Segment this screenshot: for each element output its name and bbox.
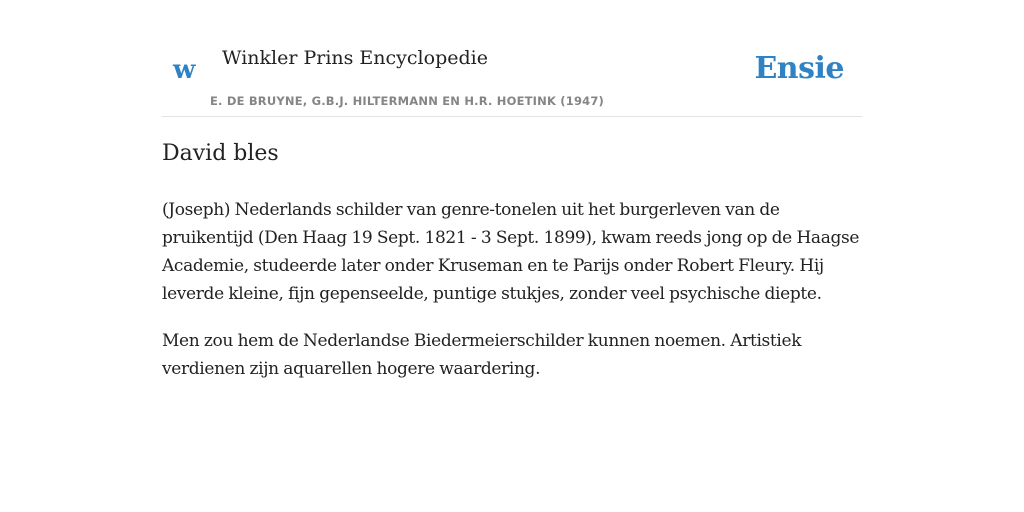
article-paragraph: (Joseph) Nederlands schilder van genre-tonelen uit het burgerleven van de pruikentijd (Den Haag 19 Sept. 1821 - 3 Sept. 1899), kwam reeds jong op de Haagse Academie, studeerde later onder Kruseman en te Parijs onder Robert Fleury. Hij leverde kleine, fijn gepenseelde, puntige stukjes, zonder veel psychische diepte. bbox=[162, 200, 860, 304]
source-title[interactable]: Winkler Prins Encyclopedie bbox=[222, 47, 488, 69]
ensie-logo[interactable]: Ensie bbox=[754, 51, 844, 86]
article-title: David bles bbox=[162, 141, 279, 166]
source-header bbox=[162, 0, 862, 117]
winkler-prins-logo[interactable]: w bbox=[173, 55, 196, 85]
article bbox=[162, 138, 862, 402]
article-paragraph: Men zou hem de Nederlandse Biedermeierschilder kunnen noemen. Artistiek verdienen zijn aquarellen hogere waardering. bbox=[162, 331, 802, 379]
source-authors: E. DE BRUYNE, G.B.J. HILTERMANN EN H.R. HOETINK (1947) bbox=[210, 94, 605, 108]
